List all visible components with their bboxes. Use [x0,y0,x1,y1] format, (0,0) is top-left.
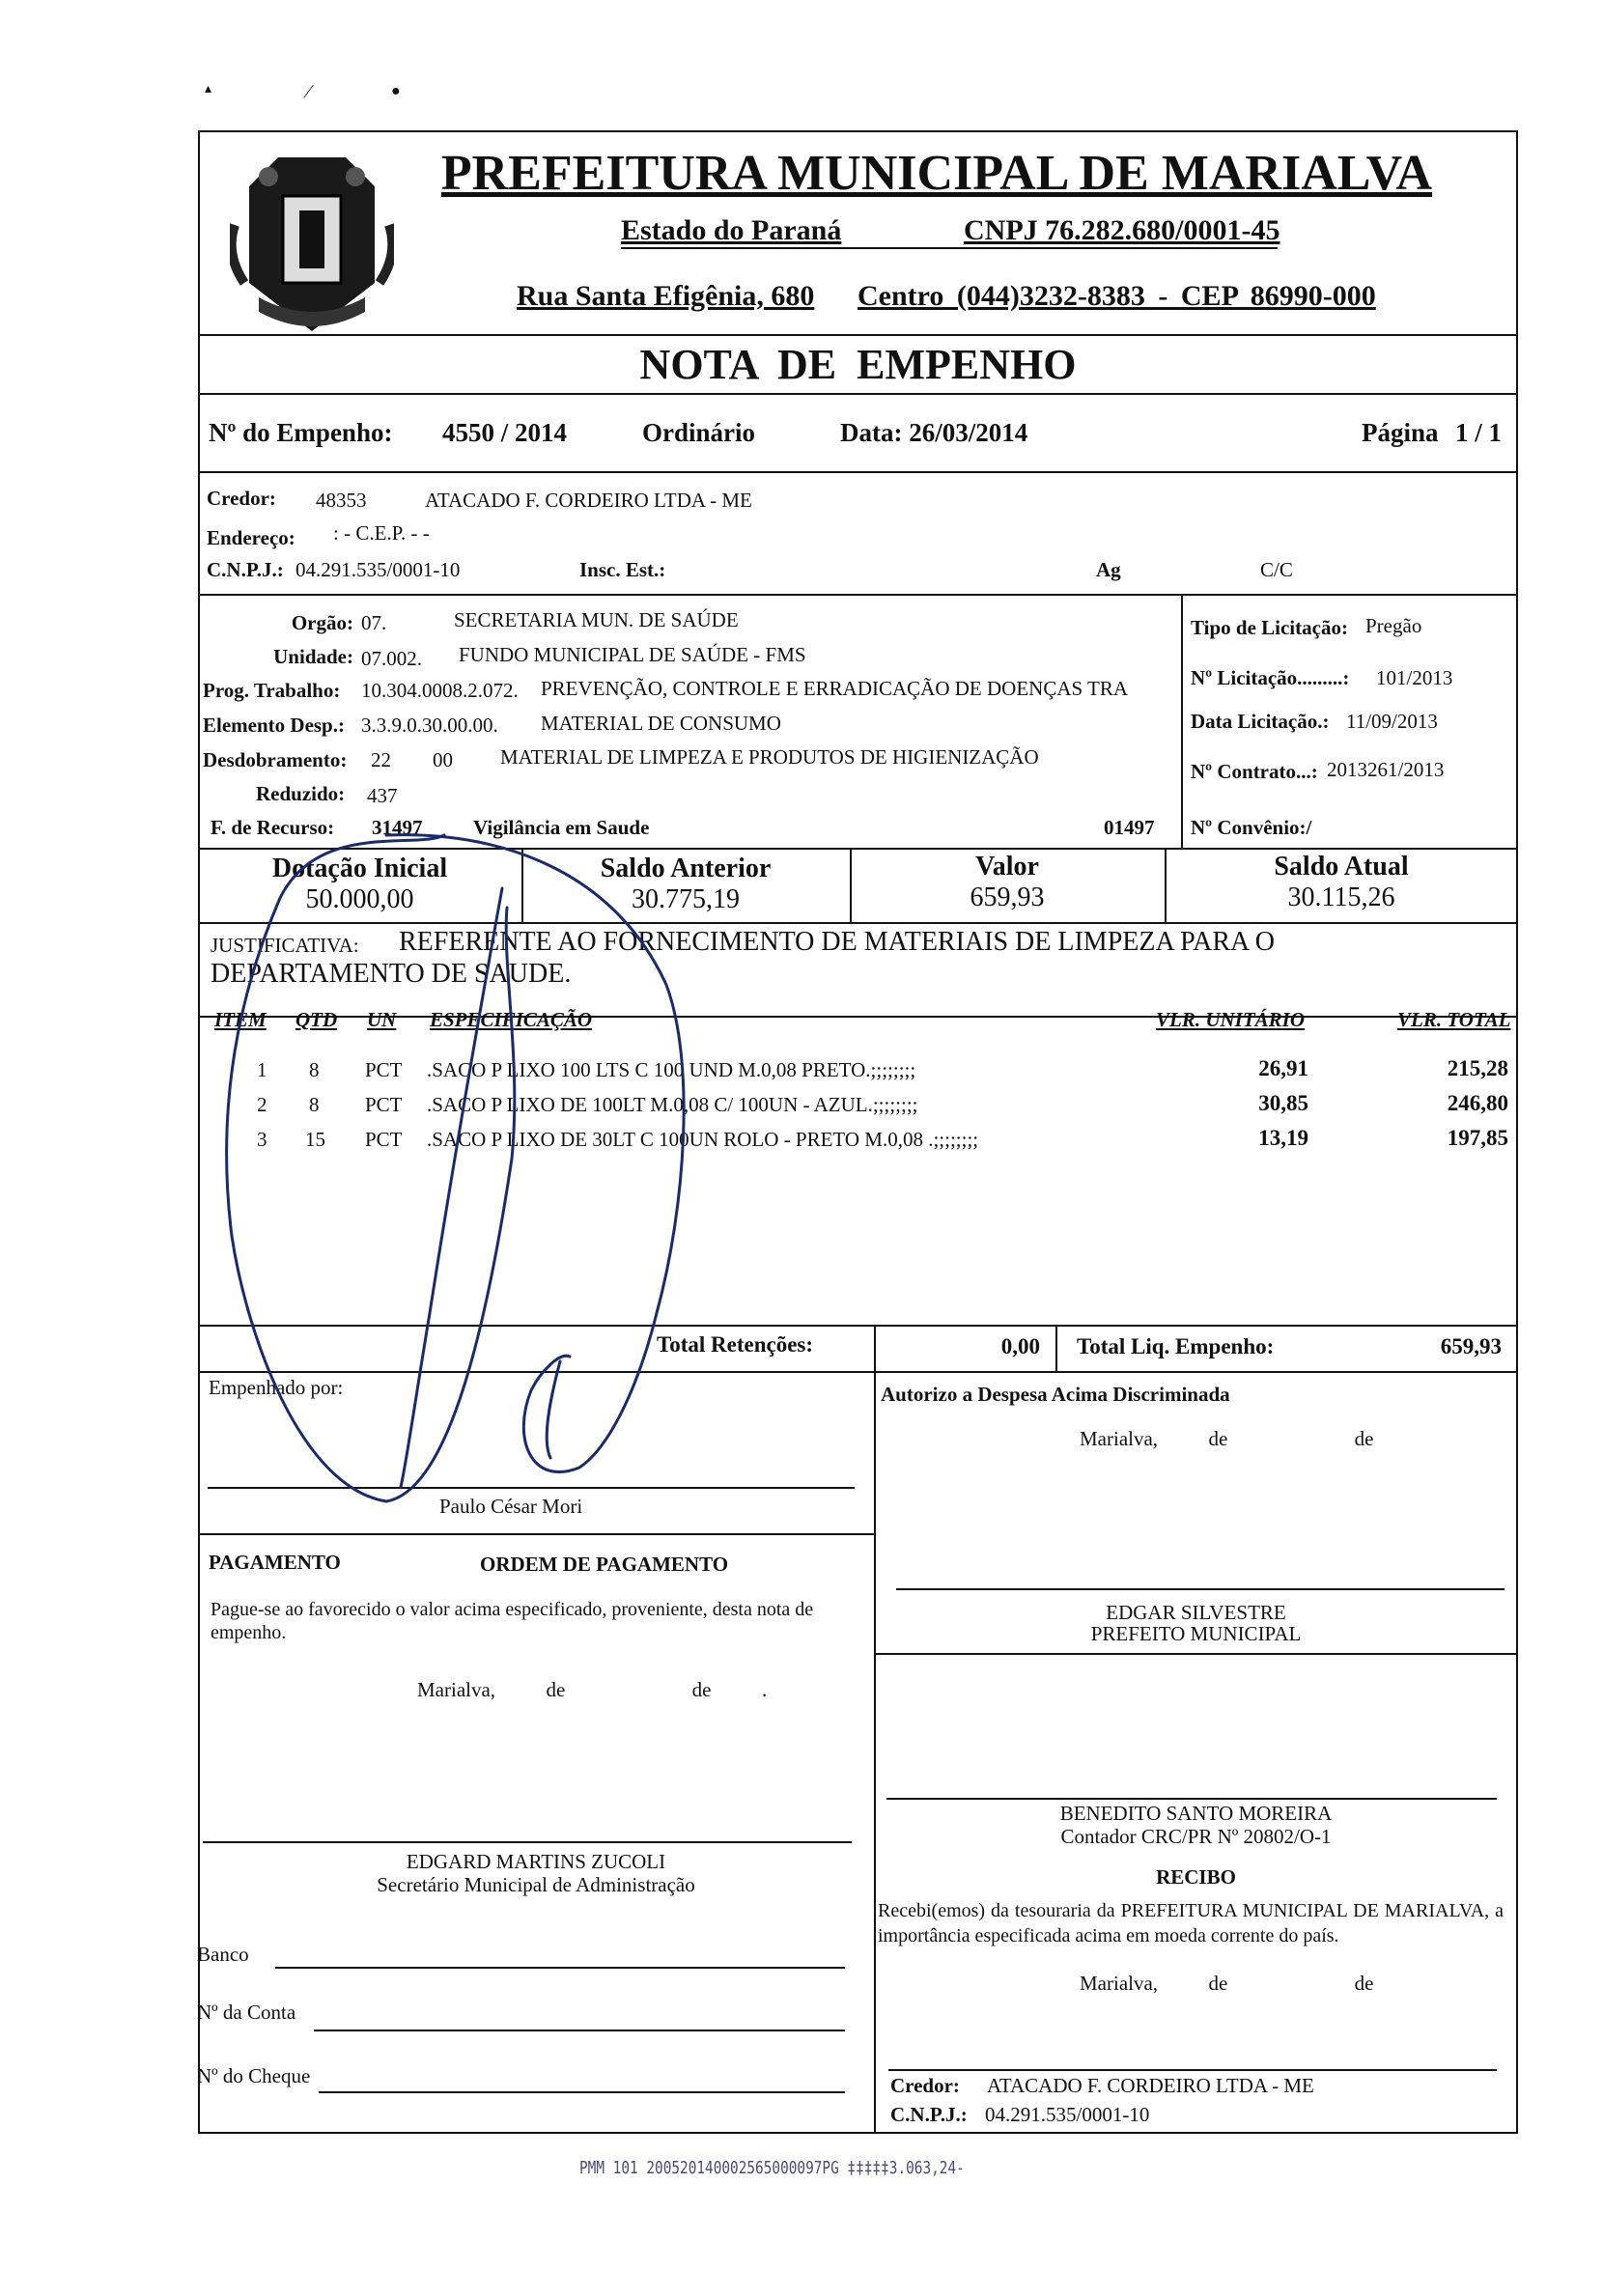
header-cnpj: CNPJ 76.282.680/0001-45 [964,214,1280,246]
col-vlr-unitario: VLR. UNITÁRIO [1156,1008,1306,1031]
ag-label: Ag [1096,558,1121,581]
handwritten-signature [193,772,966,1545]
recibo-label: RECIBO [1156,1865,1236,1889]
retencoes-label: Total Retenções: [657,1332,814,1357]
tipo-licitacao-label: Tipo de Licitação: [1191,616,1348,639]
divider [874,1653,1518,1655]
orgao-label: Orgão: [291,611,353,634]
valor-value: 659,93 [970,882,1045,912]
desd-label: Desdobramento: [203,748,348,771]
recibo-credor-name: ATACADO F. CORDEIRO LTDA - ME [987,2074,1314,2097]
recurso-code: 31497 [372,816,423,839]
prefeito-title: PREFEITO MUNICIPAL [1090,1622,1302,1645]
autorizo-place: Marialva, de de [1080,1427,1374,1450]
credor-name: ATACADO F. CORDEIRO LTDA - ME [425,489,752,512]
row-total: 246,80 [1447,1091,1508,1115]
header-underline [621,247,1278,249]
empenho-num: 4550 / 2014 [442,418,568,447]
conta-line [314,2030,845,2031]
liq-label: Total Liq. Empenho: [1077,1334,1275,1358]
row-unit: 30,85 [1258,1091,1308,1115]
conta-label: Nº da Conta [197,2001,296,2024]
valor-label: Valor [975,852,1039,882]
footer-code: PMM 101 200520140002565000097PG ‡‡‡‡‡3.063,24- [579,2158,965,2178]
justificativa-label: JUSTIFICATIVA: [211,934,359,957]
col-un: UN [367,1008,397,1031]
prog-code: 10.304.0008.2.072. [361,679,519,702]
pagamento-place: Marialva, de de . [417,1678,768,1701]
recurso-label: F. de Recurso: [211,816,335,839]
page-number: 1 / 1 [1455,418,1503,447]
empenho-date: Data: 26/03/2014 [840,418,1028,447]
signature-line [203,1841,852,1843]
col-qtd: QTD [295,1008,338,1031]
cnpj-value: 04.291.535/0001-10 [295,558,461,581]
row-unit: 26,91 [1258,1056,1308,1080]
row-unit: 13,19 [1258,1126,1308,1150]
municipal-coat-of-arms-icon [230,138,394,336]
row-total: 197,85 [1447,1126,1508,1150]
pague-se-text: Pague-se ao favorecido o valor acima especificado, proveniente, desta nota de empenho. [211,1599,814,1643]
empenho-num-label: Nº do Empenho: [209,418,393,447]
header-title: PREFEITURA MUNICIPAL DE MARIALVA [440,146,1433,201]
contador-name: BENEDITO SANTO MOREIRA [1059,1802,1333,1825]
credor-code: 48353 [316,489,367,512]
divider [1181,594,1183,848]
banco-label: Banco [197,1943,249,1966]
empenho-type: Ordinário [642,418,756,447]
elem-name: MATERIAL DE CONSUMO [541,712,781,735]
divider [1055,1325,1057,1373]
col-vlr-total: VLR. TOTAL [1397,1008,1511,1031]
licitacao-num: 101/2013 [1376,666,1453,689]
row-especificacao: .SACO P LIXO DE 30LT C 100UN ROLO - PRETO M.0,08 .;;;;;;;; [427,1128,979,1151]
justificativa-line1: REFERENTE AO FORNECIMENTO DE MATERIAIS DE LIMPEZA PARA O [399,927,1275,957]
header-district: Centro (044)3232-8383 - CEP 86990-000 [858,280,1376,312]
divider [198,594,1518,596]
orgao-code: 07. [361,611,387,634]
contador-title: Contador CRC/PR Nº 20802/O-1 [1060,1825,1332,1848]
licitacao-num-label: Nº Licitação.........: [1191,666,1350,689]
licitacao-data-label: Data Licitação.: [1191,710,1330,733]
ordem-label: ORDEM DE PAGAMENTO [480,1553,729,1576]
pagamento-label: PAGAMENTO [209,1551,341,1574]
col-item: ITEM [214,1008,267,1031]
row-item: 1 [257,1058,267,1081]
saldo-atual-label: Saldo Atual [1274,852,1409,882]
desd-name: MATERIAL DE LIMPEZA E PRODUTOS DE HIGIENIZAÇÃO [500,745,1039,769]
insc-label: Insc. Est.: [579,558,666,581]
cc-label: C/C [1260,558,1293,581]
tipo-licitacao: Pregão [1365,614,1422,637]
recibo-text: Recebi(emos) da tesouraria da PREFEITURA MUNICIPAL DE MARIALVA, a importância especificada acima em moeda corrente do país. [878,1900,1504,1946]
saldo-anterior-value: 30.775,19 [632,884,740,914]
row-especificacao: .SACO P LIXO DE 100LT M.0,08 C/ 100UN - AZUL.;;;;;;;; [427,1093,918,1116]
divider [198,334,1518,336]
unidade-code: 07.002. [361,647,422,670]
recurso-name: Vigilância em Saude [473,816,650,839]
page-label: Página [1362,418,1439,447]
cheque-label: Nº do Cheque [197,2064,311,2087]
credor-label: Credor: [207,487,276,510]
row-qtd: 15 [305,1128,325,1151]
banco-line [275,1967,845,1969]
contrato-label: Nº Contrato...: [1191,760,1318,783]
endereco-value: : - C.E.P. - - [333,521,430,545]
header-state: Estado do Paraná [621,214,842,246]
row-item: 3 [257,1128,267,1151]
elem-code: 3.3.9.0.30.00.00. [361,714,498,737]
saldo-anterior-label: Saldo Anterior [600,854,772,883]
row-qtd: 8 [309,1093,320,1116]
divider [198,471,1518,473]
autorizo-label: Autorizo a Despesa Acima Discriminada [881,1383,1230,1406]
reduzido-value: 437 [367,784,398,807]
scan-mark: ● [391,83,401,99]
row-item: 2 [257,1093,267,1116]
orgao-name: SECRETARIA MUN. DE SAÚDE [454,608,739,631]
document-title: NOTA DE EMPENHO [639,341,1077,388]
signature-line [888,2069,1497,2071]
dotacao-label: Dotação Inicial [271,854,448,883]
desd-code1: 22 [371,748,391,771]
scan-mark: ⁄ [307,81,311,102]
recibo-credor-label: Credor: [890,2074,960,2097]
row-total: 215,28 [1447,1056,1508,1080]
justificativa-line2: DEPARTAMENTO DE SAUDE. [211,959,572,989]
col-especificacao: ESPECIFICAÇÃO [430,1008,593,1031]
scan-mark: ▴ [205,82,212,97]
endereco-label: Endereço: [207,526,295,549]
unidade-name: FUNDO MUNICIPAL DE SAÚDE - FMS [459,643,806,666]
recibo-cnpj: 04.291.535/0001-10 [985,2103,1150,2126]
dotacao-value: 50.000,00 [305,884,414,914]
row-qtd: 8 [309,1058,320,1081]
empenhado-label: Empenhado por: [209,1376,344,1399]
unidade-label: Unidade: [273,645,353,668]
liq-value: 659,93 [1440,1334,1502,1358]
secretario-name: EDGARD MARTINS ZUCOLI [406,1850,666,1873]
row-un: PCT [365,1093,403,1116]
recibo-place: Marialva, de de [1080,1972,1374,1995]
recibo-cnpj-label: C.N.P.J.: [890,2103,968,2126]
saldo-atual-value: 30.115,26 [1287,882,1395,912]
signature-line [896,1588,1505,1590]
recurso-code2: 01497 [1104,816,1155,839]
contrato-value: 2013261/2013 [1327,758,1445,781]
prog-name: PREVENÇÃO, CONTROLE E ERRADICAÇÃO DE DOENÇAS TRA [541,677,1129,700]
desd-code2: 00 [433,748,453,771]
cnpj-label: C.N.P.J.: [207,558,284,581]
secretario-title: Secretário Municipal de Administração [377,1873,695,1896]
row-un: PCT [365,1058,403,1081]
convenio-label: Nº Convênio:/ [1191,816,1312,839]
row-especificacao: .SACO P LIXO 100 LTS C 100 UND M.0,08 PRETO.;;;;;;;; [427,1058,916,1081]
row-un: PCT [365,1128,403,1151]
prefeito-name: EDGAR SILVESTRE [1106,1601,1286,1624]
cheque-line [319,2091,845,2093]
empenhado-name: Paulo César Mori [439,1495,583,1518]
licitacao-data: 11/09/2013 [1346,710,1438,733]
elem-label: Elemento Desp.: [203,714,345,737]
divider [198,393,1518,395]
reduzido-label: Reduzido: [256,782,346,805]
retencoes-value: 0,00 [1000,1334,1040,1358]
prog-label: Prog. Trabalho: [203,679,341,702]
header-street: Rua Santa Efigênia, 680 [517,280,815,312]
signature-line [886,1798,1497,1800]
